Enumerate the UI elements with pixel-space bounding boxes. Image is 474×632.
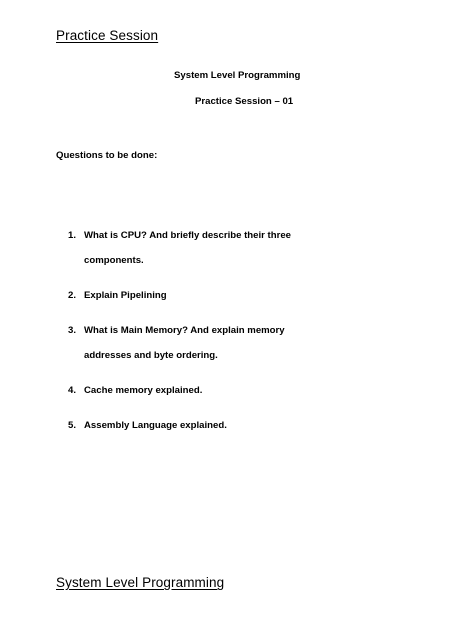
page-footer-title: System Level Programming	[56, 575, 225, 590]
question-text: Assembly Language explained.	[84, 420, 227, 431]
course-title: System Level Programming	[174, 70, 301, 81]
questions-list	[68, 223, 328, 448]
question-number: 1.	[68, 230, 77, 241]
session-title: Practice Session – 01	[195, 96, 294, 107]
list-item	[68, 413, 328, 438]
question-number: 2.	[68, 290, 77, 301]
question-number: 4.	[68, 385, 77, 396]
questions-heading: Questions to be done:	[56, 150, 158, 161]
question-number: 5.	[68, 420, 77, 431]
question-text: Explain Pipelining	[84, 290, 167, 301]
question-text: What is CPU? And briefly describe their three components.	[84, 230, 292, 266]
question-text: Cache memory explained.	[84, 385, 203, 396]
question-number: 3.	[68, 325, 77, 336]
list-item	[68, 283, 328, 308]
question-text: What is Main Memory? And explain memory addresses and byte ordering.	[84, 325, 285, 361]
list-item	[68, 318, 328, 368]
list-item	[68, 378, 328, 403]
page-header-title: Practice Session	[56, 28, 159, 43]
list-item	[68, 223, 328, 273]
